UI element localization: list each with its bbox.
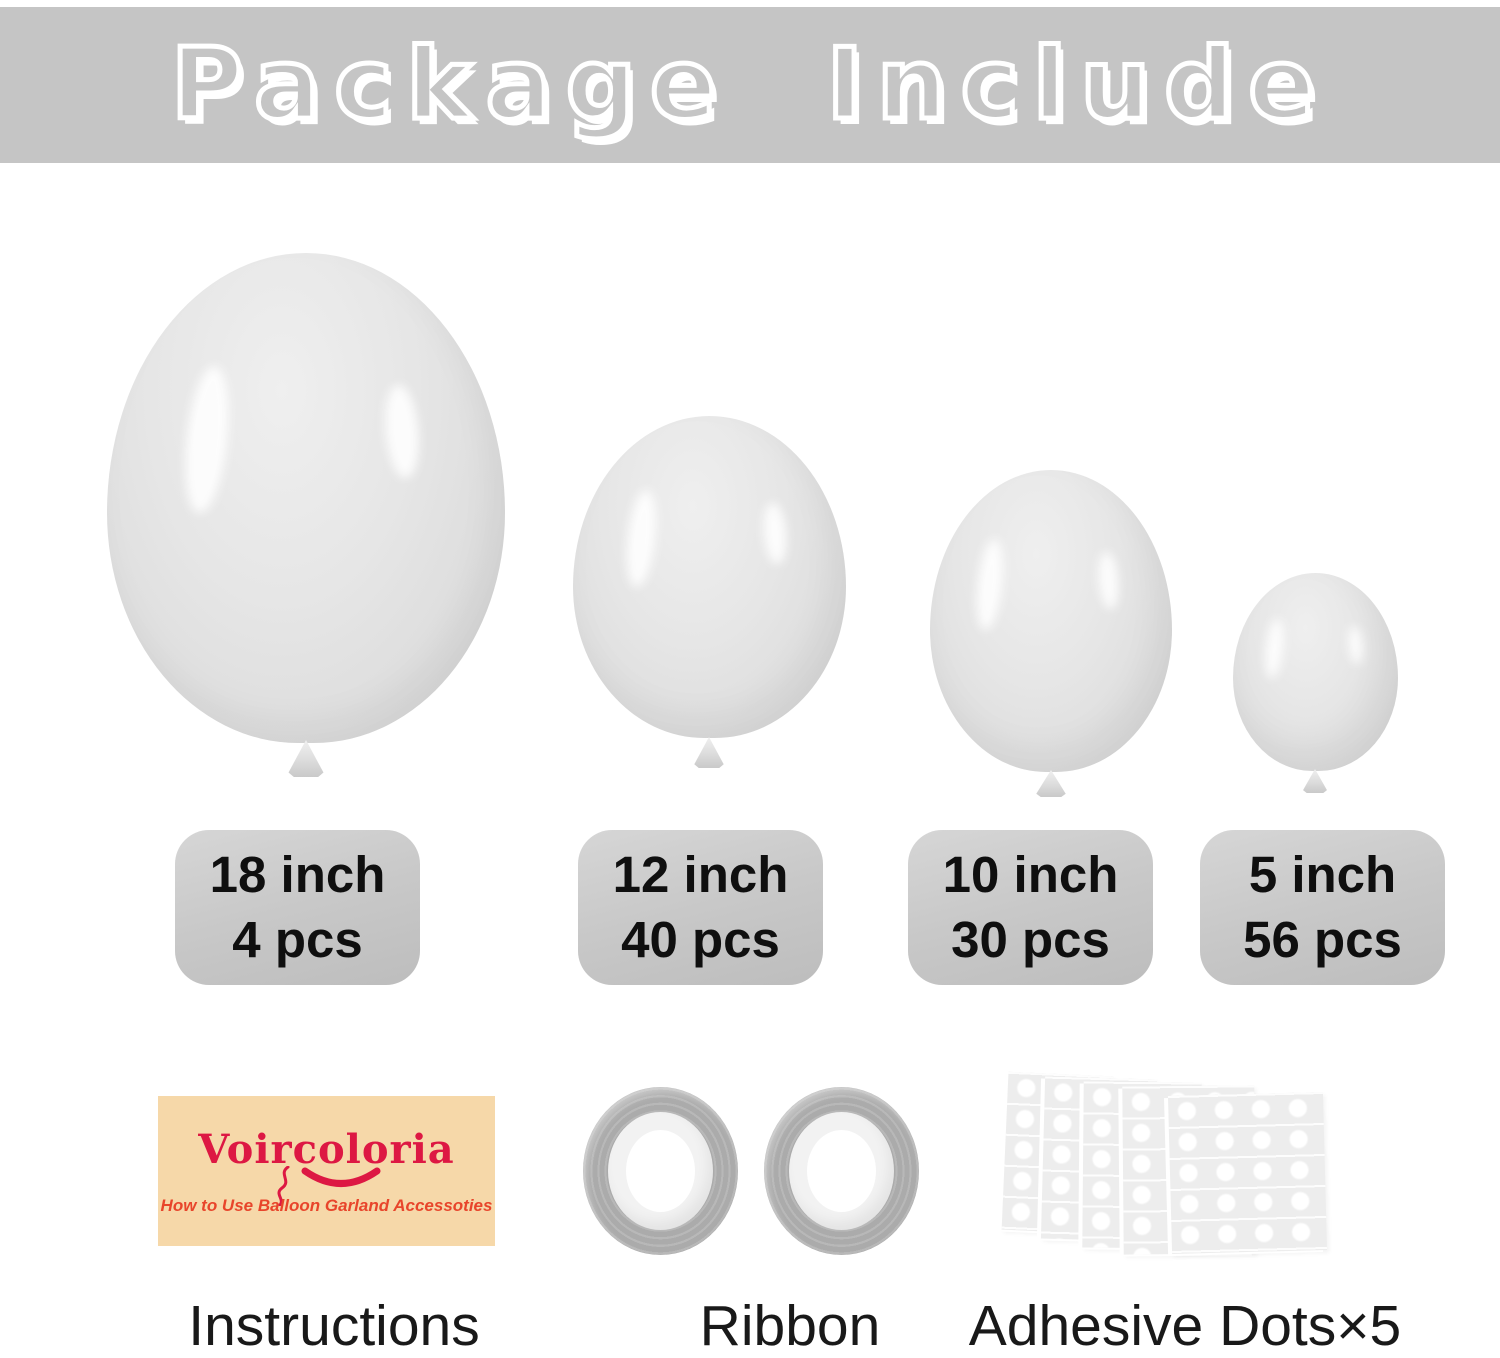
- balloon-graphic-5in: [1233, 573, 1398, 771]
- smile-arc: [300, 1166, 382, 1192]
- size-card-size: 10 inch: [942, 846, 1119, 904]
- instructions-label: Instructions: [188, 1294, 480, 1358]
- adhesive-sheet: [1168, 1092, 1327, 1254]
- balloon-highlight: [382, 384, 422, 480]
- balloon-highlight: [761, 502, 788, 565]
- balloon-highlight: [623, 489, 660, 588]
- balloon-highlight: [1347, 626, 1363, 665]
- brand-logo-text: Voircoloria: [198, 1126, 455, 1173]
- size-card-size: 18 inch: [209, 846, 386, 904]
- balloon-knot: [693, 737, 725, 768]
- balloon-highlight: [179, 364, 234, 514]
- balloon-knot: [1035, 770, 1067, 797]
- size-card-count: 30 pcs: [951, 910, 1110, 968]
- size-card-10in: [908, 830, 1153, 985]
- balloon-highlight: [1097, 551, 1121, 610]
- size-card-size: 12 inch: [612, 846, 789, 904]
- adhesive-dots-sheets: [1005, 1072, 1335, 1272]
- ribbon-label: Ribbon: [699, 1294, 881, 1358]
- balloon-graphic-18in: [107, 253, 505, 743]
- size-card-count: 40 pcs: [621, 910, 780, 968]
- balloon-graphic-10in: [930, 470, 1172, 772]
- balloon-knot: [287, 740, 325, 777]
- ribbon-roll: [583, 1087, 738, 1255]
- balloon-highlight: [1263, 618, 1286, 679]
- balloon-highlight: [974, 538, 1008, 631]
- balloon-knot: [1302, 769, 1328, 793]
- size-card-12in: [578, 830, 823, 985]
- size-card-count: 56 pcs: [1243, 910, 1402, 968]
- page-title: Package Include: [171, 28, 1329, 142]
- size-card-5in: [1200, 830, 1445, 985]
- size-card-count: 4 pcs: [232, 910, 363, 968]
- adhesive-dots-label: Adhesive Dots×5: [968, 1294, 1402, 1358]
- ribbon-roll: [764, 1087, 919, 1255]
- size-card-size: 5 inch: [1248, 846, 1397, 904]
- instructions-card: [158, 1096, 495, 1246]
- size-card-18in: [175, 830, 420, 985]
- header-banner: [0, 7, 1500, 163]
- balloon-graphic-12in: [573, 416, 846, 738]
- instructions-tagline: How to Use Balloon Garland Accessoties: [160, 1196, 493, 1215]
